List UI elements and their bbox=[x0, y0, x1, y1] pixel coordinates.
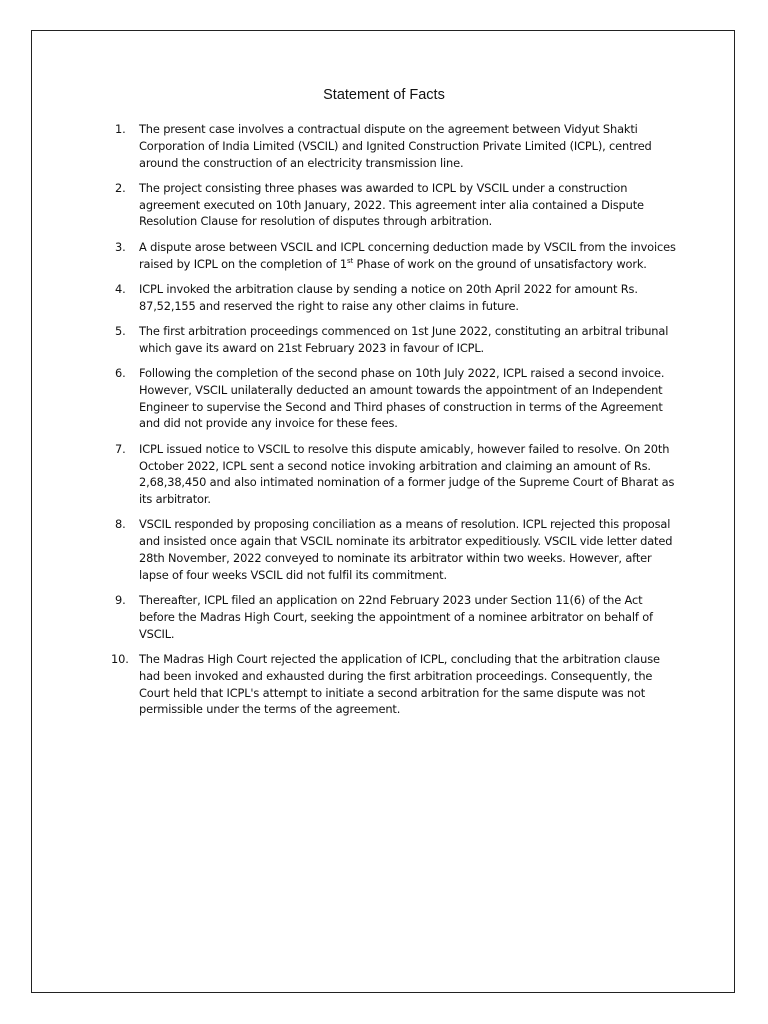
fact-item-3 bbox=[111, 239, 677, 273]
fact-text: The present case involves a contractual dispute on the agreement between Vidyut Shakti Corporation of India Limited (VSCIL) and Ignited Construction Private Limited (ICPL), centred around the construction of an electricity transmission line. bbox=[139, 122, 652, 170]
fact-number: 8. bbox=[115, 517, 126, 532]
fact-number: 1. bbox=[115, 122, 126, 136]
fact-text: VSCIL responded by proposing conciliation as a means of resolution. ICPL rejected this proposal and insisted once again that VSCIL nominate its arbitrator expeditiously. VSCIL vide letter dated 28th November, 2022 conveyed to nominate its arbitrator within two weeks. However, after lapse of four weeks VSCIL did not fulfil its commitment. bbox=[139, 517, 673, 582]
fact-text bbox=[139, 239, 677, 273]
document-title: Statement of Facts bbox=[323, 87, 445, 103]
fact-number: 10. bbox=[111, 652, 129, 667]
fact-text-part: Phase of work on the ground of unsatisfactory work. bbox=[353, 256, 647, 271]
fact-item-2 bbox=[111, 180, 677, 230]
fact-item-8 bbox=[111, 516, 677, 583]
fact-number: 3. bbox=[115, 239, 126, 254]
ordinal-superscript: st bbox=[346, 256, 354, 265]
fact-item-7 bbox=[111, 441, 677, 508]
fact-text: ICPL invoked the arbitration clause by sending a notice on 20th April 2022 for amount Rs. 87,52,155 and reserved the right to raise any other claims in future. bbox=[139, 281, 638, 313]
fact-text: ICPL issued notice to VSCIL to resolve this dispute amicably, however failed to resolve. On 20th October 2022, ICPL sent a second notice invoking arbitration and claiming an amount of Rs. 2,68,38,450 and also intimated nomination of a former judge of the Supreme Court of Bharat as its arbitrator. bbox=[139, 441, 675, 507]
fact-number: 4. bbox=[115, 281, 126, 296]
fact-number: 9. bbox=[115, 593, 126, 608]
fact-item-4 bbox=[111, 281, 677, 315]
fact-number: 6. bbox=[115, 366, 126, 381]
fact-text: The project consisting three phases was awarded to ICPL by VSCIL under a construction agreement executed on 10th January, 2022. This agreement inter alia contained a Dispute Resolution Clause for resolution of disputes through arbitration. bbox=[139, 180, 644, 229]
fact-number: 7. bbox=[115, 441, 126, 456]
fact-text: Thereafter, ICPL filed an application on 22nd February 2023 under Section 11(6) of the Act before the Madras High Court, seeking the appointment of a nominee arbitrator on behalf of VSCIL. bbox=[139, 593, 653, 641]
fact-item-10 bbox=[111, 651, 677, 718]
fact-item-9 bbox=[111, 592, 677, 642]
fact-text-part: A dispute arose between VSCIL and ICPL concerning deduction made by VSCIL from the invoices raised by ICPL on the completion of 1 bbox=[139, 239, 676, 271]
fact-text: Following the completion of the second phase on 10th July 2022, ICPL raised a second invoice. However, VSCIL unilaterally deducted an amount towards the appointment of an Independent Engineer to supervise the Second and Third phases of construction in terms of the Agreement and did not provide any invoice for these fees. bbox=[139, 366, 665, 431]
fact-item-5 bbox=[111, 323, 677, 357]
fact-number: 5. bbox=[115, 323, 126, 338]
fact-text: The first arbitration proceedings commenced on 1st June 2022, constituting an arbitral tribunal which gave its award on 21st February 2023 in favour of ICPL. bbox=[139, 323, 669, 355]
fact-number: 2. bbox=[115, 180, 126, 195]
facts-list bbox=[111, 121, 677, 727]
fact-text: The Madras High Court rejected the application of ICPL, concluding that the arbitration clause had been invoked and exhausted during the first arbitration proceedings. Consequently, the Court held that ICPL's attempt to initiate a second arbitration for the same dispute was not permissible under the terms of the agreement. bbox=[139, 652, 660, 717]
fact-item-6 bbox=[111, 365, 677, 432]
fact-item-1 bbox=[111, 121, 677, 171]
